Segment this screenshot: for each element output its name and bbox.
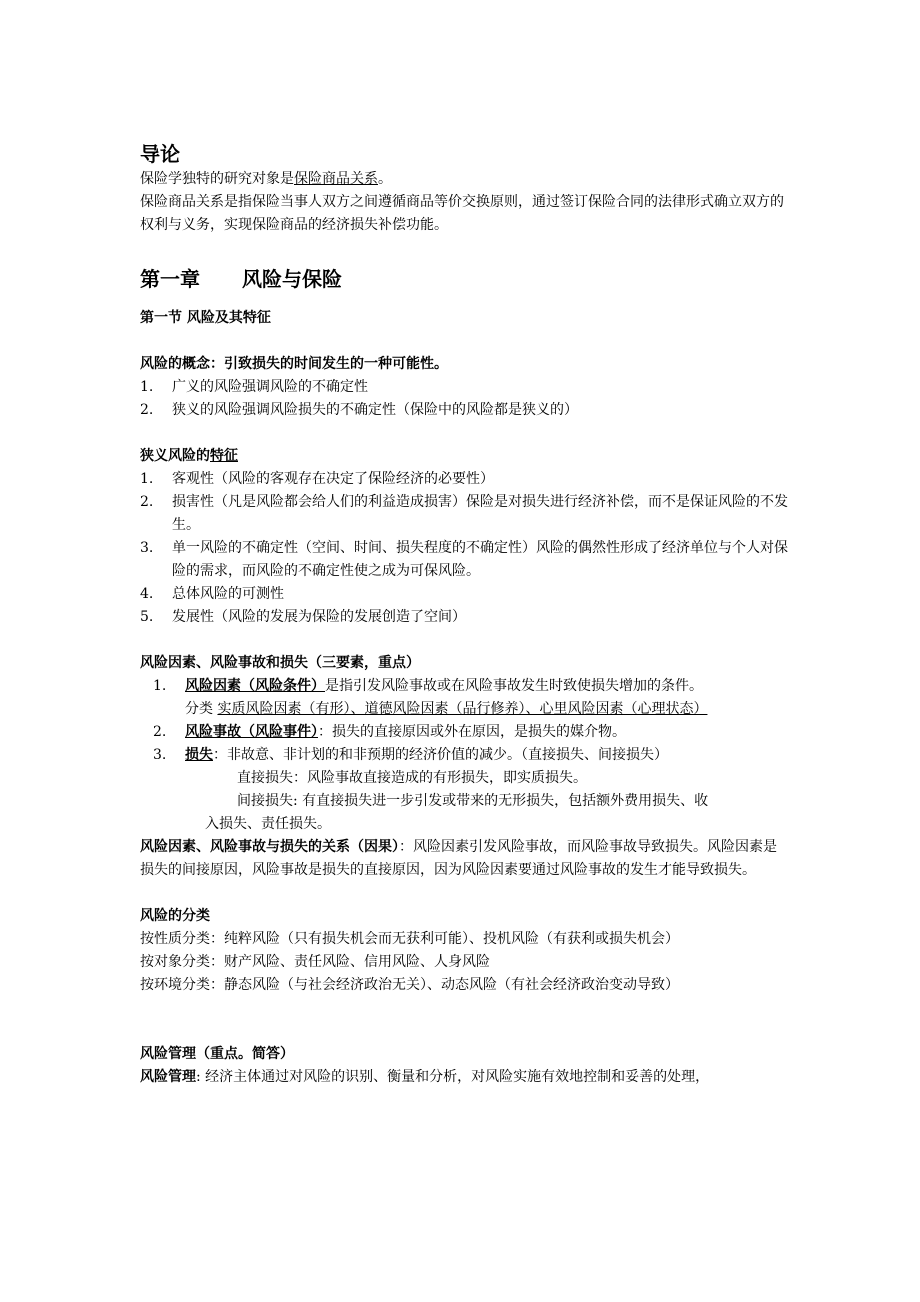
concept-heading: 风险的概念：引致损失的时间发生的一种可能性。 [140,356,448,372]
indirect-loss-cont: 入损失、责任损失。 [205,816,331,832]
list-item: 2. 狭义的风险强调风险损失的不确定性（保险中的风险都是狭义的） [140,402,578,418]
insurance-commodity-link: 保险商品关系 [294,171,378,187]
list-item: 5. 发展性（风险的发展为保险的发展创造了空间） [140,609,466,625]
list-item: 1. 风险因素（风险条件）是指引发风险事故或在风险事故发生时致使损失增加的条件。 [153,678,703,694]
list-item: 3. 损失：非故意、非计划的和非预期的经济价值的减少。（直接损失、间接损失） [153,747,668,763]
list-item: 1. 客观性（风险的客观存在决定了保险经济的必要性） [140,471,494,487]
elements-list-cont [140,721,788,767]
intro-title: 导论 [140,142,180,166]
classification-line: 按环境分类：静态风险（与社会经济政治无关）、动态风险（有社会经济政治变动导致） [140,977,679,993]
document-page [140,140,788,1089]
indirect-loss: 间接损失: 有直接损失进一步引发或带来的无形损失，包括额外费用损失、收 [237,793,709,809]
list-item: 2. 损害性（凡是风险都会给人们的利益造成损害）保险是对损失进行经济补偿，而不是保证风险的不发生。 [140,494,788,533]
elements-heading: 风险因素、风险事故和损失（三要素，重点） [140,655,420,671]
classification-line: 按性质分类：纯粹风险（只有损失机会而无获利可能）、投机风险（有获利或损失机会） [140,931,679,947]
intro-paragraph-1: 保险学独特的研究对象是保险商品关系。 [140,171,392,187]
features-heading: 狭义风险的特征 [140,448,238,464]
features-list [140,468,788,629]
chapter-title: 第一章 风险与保险 [140,267,342,291]
classification-heading: 风险的分类 [140,908,210,924]
relation-paragraph: 风险因素、风险事故与损失的关系（因果）：风险因素引发风险事故，而风险事故导致损失。风险因素是损失的间接原因，风险事故是损失的直接原因，因为风险因素要通过风险事故的发生才能导致损失。 [140,839,777,878]
list-item: 4. 总体风险的可测性 [140,586,284,602]
intro-paragraph-2: 保险商品关系是指保险当事人双方之间遵循商品等价交换原则，通过签订保险合同的法律形式确立双方的权利与义务，实现保险商品的经济损失补偿功能。 [140,194,784,233]
concept-list [140,376,788,422]
management-paragraph: 风险管理: 经济主体通过对风险的识别、衡量和分析，对风险实施有效地控制和妥善的处理， [140,1069,710,1085]
classification-line: 按对象分类：财产风险、责任风险、信用风险、人身风险 [140,954,490,970]
direct-loss: 直接损失：风险事故直接造成的有形损失，即实质损失。 [237,770,587,786]
section-title: 第一节 风险及其特征 [140,310,271,326]
list-item: 2. 风险事故（风险事件）：损失的直接原因或外在原因，是损失的媒介物。 [153,724,626,740]
elements-list [140,675,788,698]
management-heading: 风险管理（重点。简答） [140,1046,294,1062]
list-item: 3. 单一风险的不确定性（空间、时间、损失程度的不确定性）风险的偶然性形成了经济单位与个人对保险的需求，而风险的不确定性使之成为可保风险。 [140,540,788,579]
risk-factor-classification: 分类 实质风险因素（有形）、道德风险因素（品行修养）、心里风险因素（心理状态） [185,701,708,717]
list-item: 1. 广义的风险强调风险的不确定性 [140,379,368,395]
